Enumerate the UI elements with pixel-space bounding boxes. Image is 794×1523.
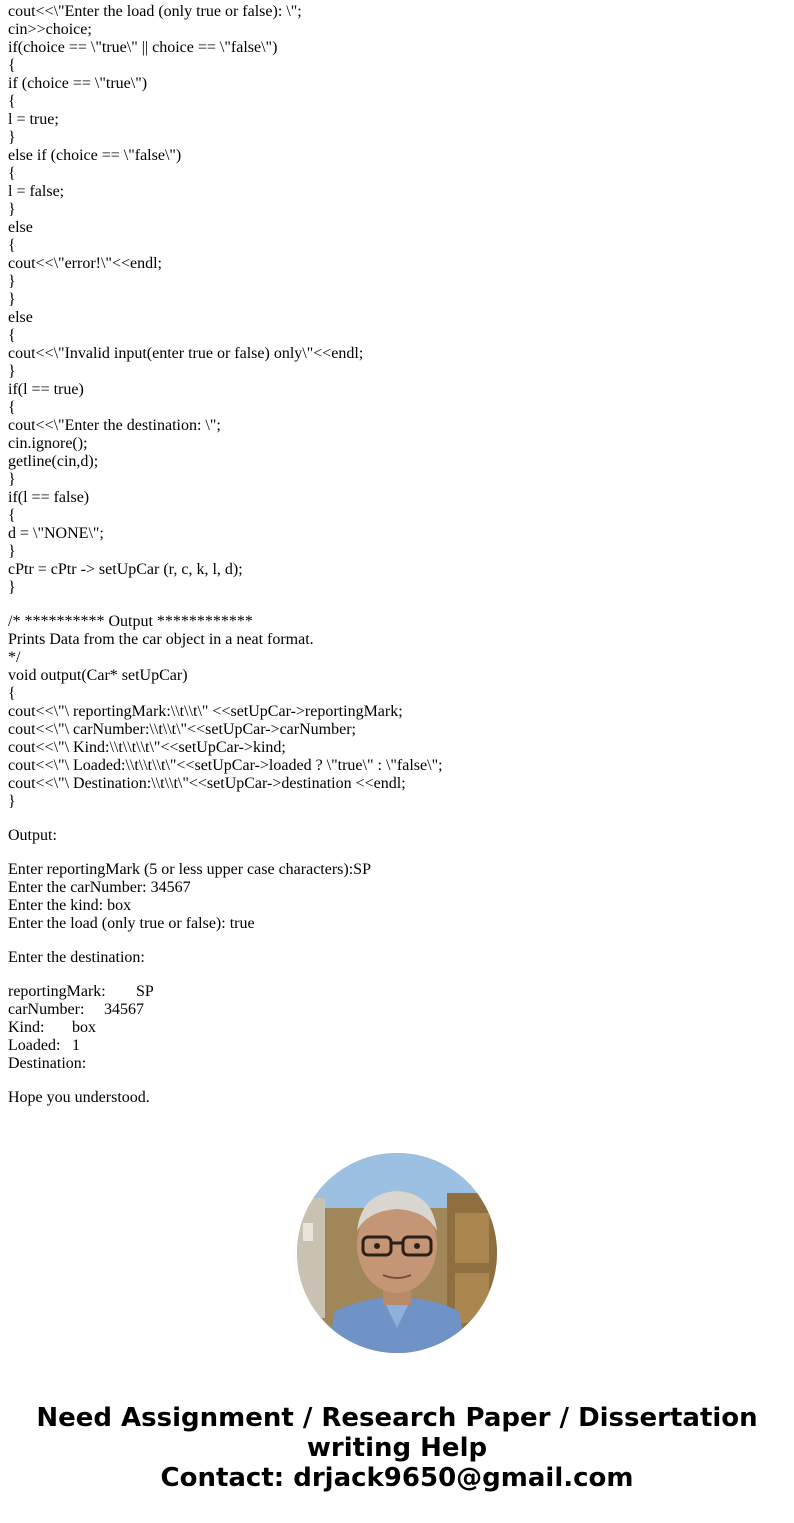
code-line: cin.ignore(); xyxy=(8,435,88,452)
result-value: box xyxy=(72,1019,96,1036)
avatar-portrait xyxy=(297,1153,497,1353)
code-line: cout<<\"\ Kind:\\t\\t\\t\"<<setUpCar->kind; xyxy=(8,739,286,756)
answer-body xyxy=(8,3,788,1107)
code-line: cout<<\"Enter the load (only true or false): \"; xyxy=(8,3,302,20)
promo-banner xyxy=(0,1403,794,1493)
author-avatar xyxy=(297,1153,497,1353)
code-line: { xyxy=(8,327,16,344)
code-line: { xyxy=(8,507,16,524)
result-label: carNumber: xyxy=(8,1001,85,1018)
code-line: d = \"NONE\"; xyxy=(8,525,104,542)
result-value: 1 xyxy=(72,1037,80,1054)
result-row xyxy=(8,983,788,1001)
console-line: Enter reportingMark (5 or less upper case characters):SP xyxy=(8,861,371,878)
code-line: } xyxy=(8,129,16,146)
console-line: Enter the carNumber: 34567 xyxy=(8,879,191,896)
code-line: if(l == false) xyxy=(8,489,90,506)
code-line: { xyxy=(8,237,16,254)
spacer xyxy=(8,811,788,827)
code-line: { xyxy=(8,685,16,702)
spacer xyxy=(8,597,788,613)
spacer xyxy=(8,933,788,949)
result-label: reportingMark: xyxy=(8,983,106,1000)
result-row xyxy=(8,1037,788,1055)
code-line: else if (choice == \"false\") xyxy=(8,147,182,164)
promo-line-2: writing Help xyxy=(306,1433,488,1463)
code-line: cout<<\"\ carNumber:\\t\\t\"<<setUpCar->carNumber; xyxy=(8,721,356,738)
spacer xyxy=(8,1073,788,1089)
result-row xyxy=(8,1001,788,1019)
result-row xyxy=(8,1055,788,1073)
spacer xyxy=(8,967,788,983)
code-line: cout<<\"\ Destination:\\t\\t\"<<setUpCar->destination <<endl; xyxy=(8,775,406,792)
code-line: getline(cin,d); xyxy=(8,453,99,470)
code-line: { xyxy=(8,165,16,182)
result-value: SP xyxy=(136,983,154,1000)
closing-text: Hope you understood. xyxy=(8,1089,150,1106)
code-line: if(choice == \"true\" || choice == \"false\") xyxy=(8,39,278,56)
code-line: l = false; xyxy=(8,183,65,200)
code-line: cPtr = cPtr -> setUpCar (r, c, k, l, d); xyxy=(8,561,243,578)
code-line: if(l == true) xyxy=(8,381,84,398)
code-line: } xyxy=(8,363,16,380)
destination-prompt: Enter the destination: xyxy=(8,949,145,966)
result-label: Destination: xyxy=(8,1055,87,1072)
code-line: else xyxy=(8,309,33,326)
result-label: Kind: xyxy=(8,1019,45,1036)
code-line: l = true; xyxy=(8,111,59,128)
code-block-main xyxy=(8,3,788,597)
code-line: } xyxy=(8,471,16,488)
code-line: else xyxy=(8,219,33,236)
code-line: } xyxy=(8,543,16,560)
code-line: cout<<\"Enter the destination: \"; xyxy=(8,417,221,434)
code-line: void output(Car* setUpCar) xyxy=(8,667,188,684)
code-line: cout<<\"\ reportingMark:\\t\\t\" <<setUpCar->reportingMark; xyxy=(8,703,403,720)
code-block-output-function xyxy=(8,613,788,811)
promo-line-3: Contact: drjack9650@gmail.com xyxy=(160,1463,634,1493)
code-line: if (choice == \"true\") xyxy=(8,75,148,92)
code-line: cout<<\"Invalid input(enter true or false) only\"<<endl; xyxy=(8,345,364,362)
code-line: cout<<\"error!\"<<endl; xyxy=(8,255,162,272)
code-line: } xyxy=(8,201,16,218)
console-line: Enter the load (only true or false): true xyxy=(8,915,255,932)
code-line: */ xyxy=(8,649,21,666)
output-heading: Output: xyxy=(8,827,57,844)
console-result-table xyxy=(8,983,788,1073)
result-label: Loaded: xyxy=(8,1037,61,1054)
result-row xyxy=(8,1019,788,1037)
promo-line-1: Need Assignment / Research Paper / Dissertation xyxy=(36,1403,758,1433)
code-line: cin>>choice; xyxy=(8,21,92,38)
code-line: /* ********** Output ************ xyxy=(8,613,253,630)
code-line: } xyxy=(8,579,16,596)
code-line: { xyxy=(8,93,16,110)
code-line: } xyxy=(8,291,16,308)
code-line: { xyxy=(8,399,16,416)
code-line: { xyxy=(8,57,16,74)
code-line: cout<<\"\ Loaded:\\t\\t\\t\"<<setUpCar->loaded ? \"true\" : \"false\"; xyxy=(8,757,443,774)
result-value: 34567 xyxy=(104,1001,144,1018)
code-line: } xyxy=(8,793,16,810)
code-line: } xyxy=(8,273,16,290)
spacer xyxy=(8,845,788,861)
console-input-session xyxy=(8,861,788,933)
console-line: Enter the kind: box xyxy=(8,897,132,914)
code-line: Prints Data from the car object in a neat format. xyxy=(8,631,314,648)
